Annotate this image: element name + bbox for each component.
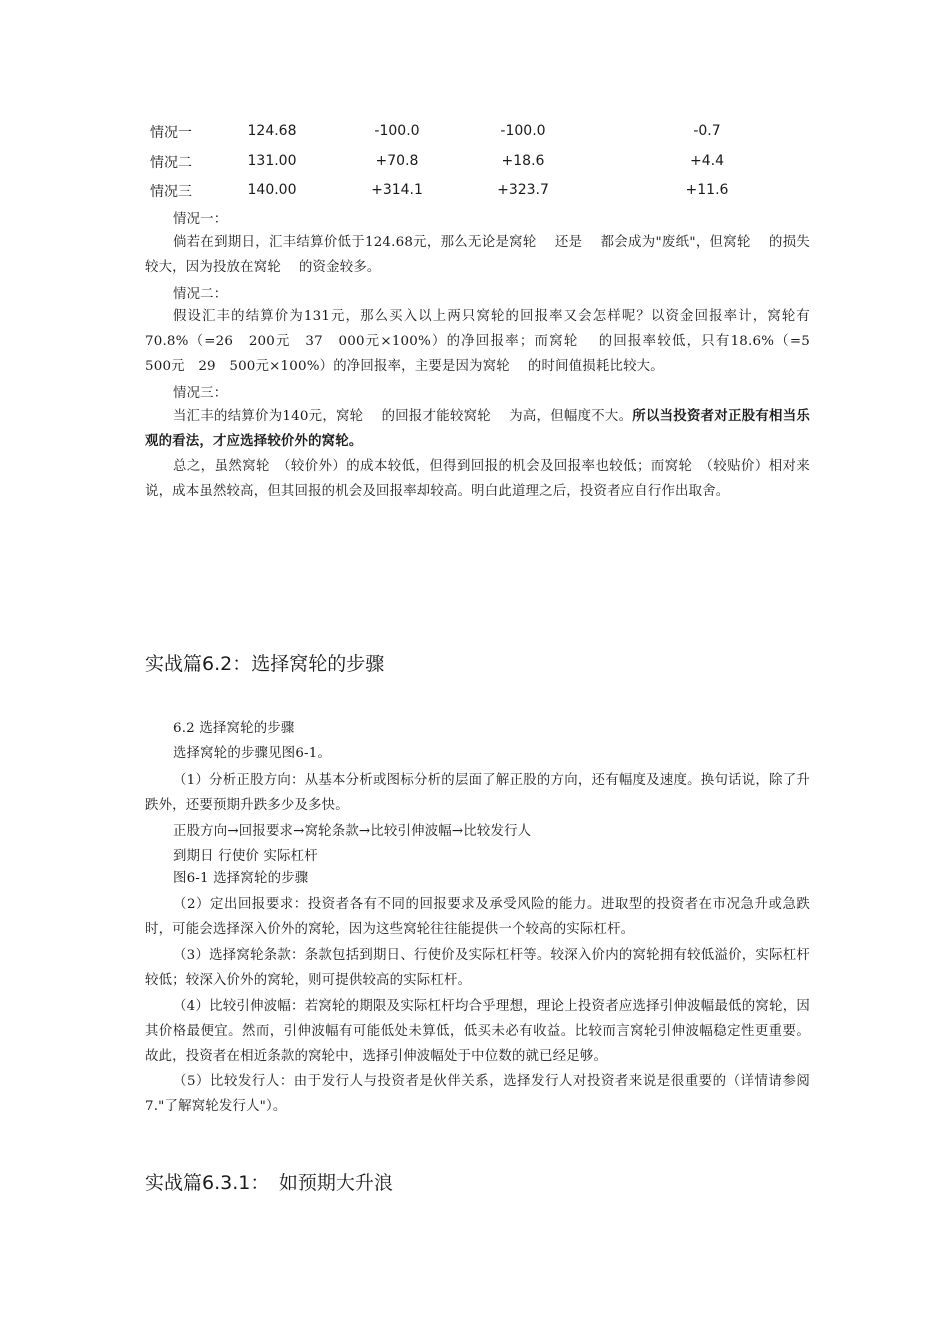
- return-value: +11.6: [685, 182, 729, 198]
- case3-emphasis: 所以当投资者对正股有相当乐观的看法，才应选择较价外的窝轮。: [145, 408, 810, 449]
- settlement-price: 131.00: [247, 153, 297, 169]
- settlement-price: 124.68: [247, 123, 297, 139]
- step5-paragraph: （5）比较发行人：由于发行人与投资者是伙伴关系，选择发行人对投资者来说是很重要的（详情请参阅7."了解窝轮发行人"）。: [145, 1074, 810, 1114]
- section-heading-6-2: 实战篇6.2：选择窝轮的步骤: [145, 653, 385, 675]
- table-row: [0, 149, 950, 173]
- settlement-price: 140.00: [247, 182, 297, 198]
- row-label: 情况三: [150, 184, 192, 200]
- step1-paragraph: （1）分析正股方向：从基本分析或图标分析的层面了解正股的方向，还有幅度及速度。换句话说，除了升跌外，还要预期升跌多少及多快。: [145, 773, 810, 813]
- case3-paragraph: [145, 404, 810, 454]
- table-row: [0, 119, 950, 143]
- row-label: 情况一: [150, 125, 192, 141]
- return-value: -100.0: [500, 123, 546, 139]
- table-row: [0, 178, 950, 202]
- row-label: 情况二: [150, 155, 192, 171]
- return-value: -100.0: [374, 123, 420, 139]
- return-value: -0.7: [693, 123, 721, 139]
- flow-diagram-line: 正股方向→回报要求→窝轮条款→比较引伸波幅→比较发行人: [173, 824, 532, 839]
- case1-paragraph: 倘若在到期日，汇丰结算价低于124.68元，那么无论是窝轮 还是 都会成为"废纸"，但窝轮 的损失较大，因为投放在窝轮 的资金较多。: [145, 235, 810, 275]
- summary-paragraph: 总之，虽然窝轮 （较价外）的成本较低，但得到回报的机会及回报率也较低；而窝轮 （较贴价）相对来说，成本虽然较高，但其回报的机会及回报率却较高。明白此道理之后，投资者应自行作出取舍。: [145, 459, 810, 499]
- case2-title: 情况二：: [173, 287, 228, 302]
- return-value: +323.7: [497, 182, 549, 198]
- figure-caption: 图6-1 选择窝轮的步骤: [173, 871, 309, 886]
- subsection-title: 6.2 选择窝轮的步骤: [173, 721, 295, 736]
- intro-text: 选择窝轮的步骤见图6-1。: [173, 746, 332, 761]
- step3-paragraph: （3）选择窝轮条款：条款包括到期日、行使价及实际杠杆等。较深入价内的窝轮拥有较低溢价，实际杠杆较低；较深入价外的窝轮，则可提供较高的实际杠杆。: [145, 948, 810, 988]
- return-value: +4.4: [690, 153, 724, 169]
- step2-paragraph: （2）定出回报要求：投资者各有不同的回报要求及承受风险的能力。进取型的投资者在市况急升或急跌时，可能会选择深入价外的窝轮，因为这些窝轮往往能提供一个较高的实际杠杆。: [145, 897, 810, 937]
- case1-title: 情况一：: [173, 212, 228, 227]
- return-value: +18.6: [501, 153, 545, 169]
- return-value: +70.8: [375, 153, 419, 169]
- case3-text: 当汇丰的结算价为140元，窝轮 的回报才能较窝轮 为高，但幅度不大。: [173, 409, 633, 424]
- case2-paragraph: 假设汇丰的结算价为131元，那么买入以上两只窝轮的回报率又会怎样呢？以资金回报率计，窝轮有70.8%（=26 200元 37 000元×100%）的净回报率；而窝轮 的回报率较低，只有18.6%（=5 500元 29 500元×100%）的净回报率，主要是因为窝轮 的时间值损耗比较大。: [145, 309, 824, 374]
- step4-paragraph: （4）比较引伸波幅：若窝轮的期限及实际杠杆均合乎理想，理论上投资者应选择引伸波幅最低的窝轮，因其价格最便宜。然而，引伸波幅有可能低处未算低，低买未必有收益。比较而言窝轮引伸波幅稳定性更重要。故此，投资者在相近条款的窝轮中，选择引伸波幅处于中位数的就已经足够。: [145, 999, 810, 1064]
- case3-title: 情况三：: [173, 386, 228, 401]
- flow-diagram-sublabels: 到期日 行使价 实际杠杆: [173, 849, 318, 864]
- section-heading-6-3-1: 实战篇6.3.1： 如预期大升浪: [145, 1172, 393, 1194]
- return-value: +314.1: [371, 182, 423, 198]
